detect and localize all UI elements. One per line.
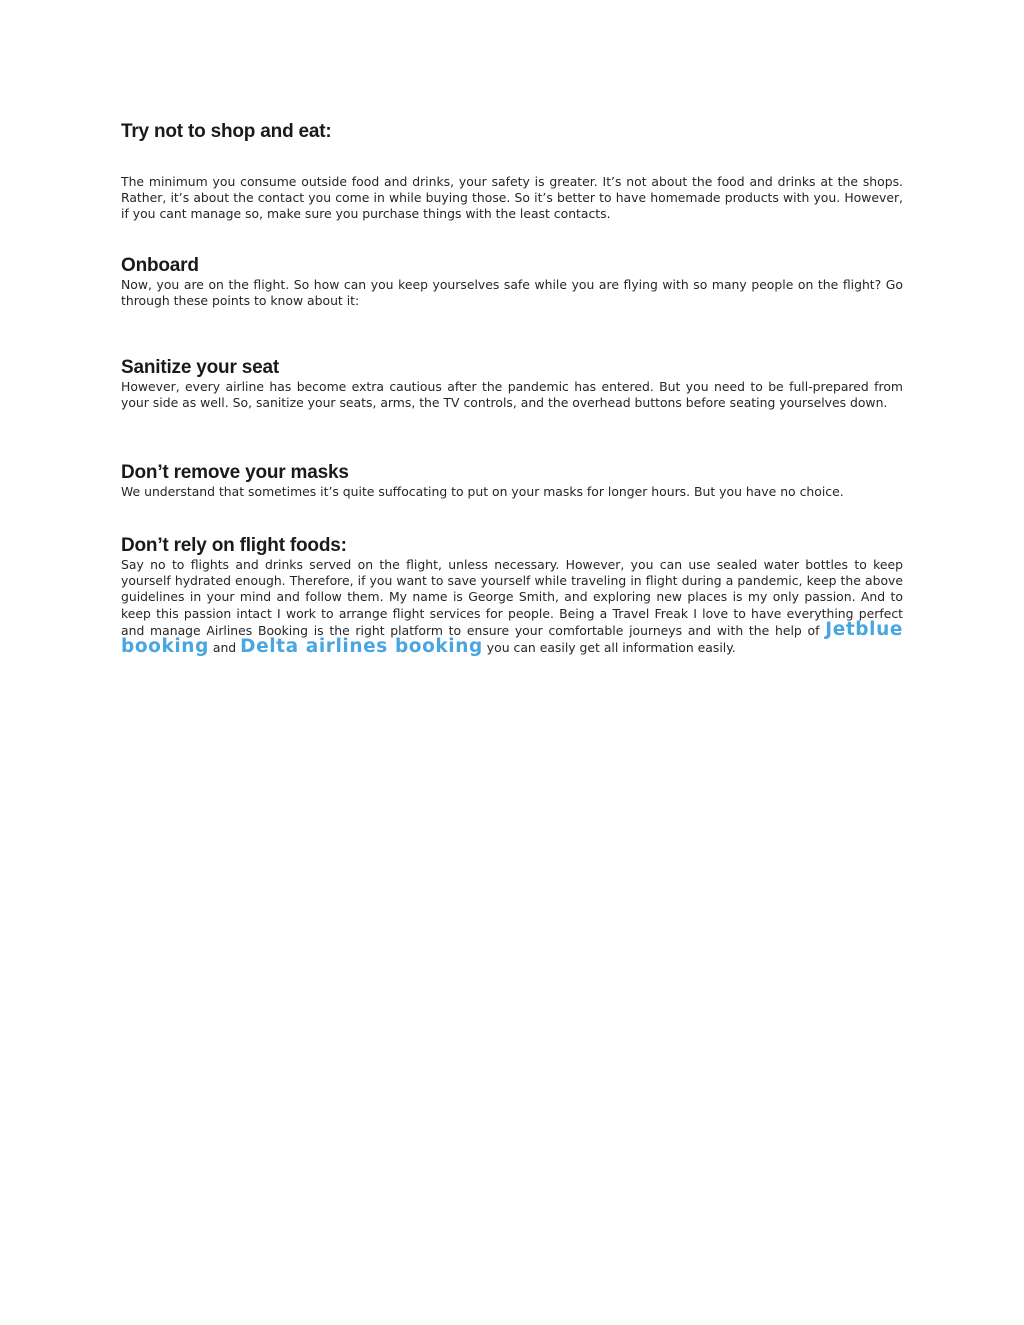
- paragraph-foods-text-start: Say no to flights and drinks served on the flight, unless necessary. However, you can use sealed water bottles to keep yourself hydrated enough. Therefore, if you want to save yourself while traveling in flight during a pandemic, keep the above guidelines in your mind and follow them. My name is George Smith, and exploring new places is my only passion. And to keep this passion intact I work to arrange flight services for people. Being a Travel Freak I love to have everything perfect and manage Airlines Booking is the right platform to ensure your comfortable journeys and with the help of: [121, 557, 903, 638]
- paragraph-shop: The minimum you consume outside food and drinks, your safety is greater. It’s not about the food and drinks at the shops. Rather, it’s about the contact you come in while buying those. So it’s better to have homemade products with you. However, if you cant manage so, make sure you purchase things with the least contacts.: [121, 174, 903, 222]
- heading-onboard: Onboard: [121, 255, 199, 276]
- heading-masks: Don’t remove your masks: [121, 462, 349, 483]
- section-seat: [121, 357, 903, 411]
- section-masks: [121, 462, 903, 500]
- jetblue-booking-link[interactable]: Jetblue booking: [121, 618, 903, 658]
- section-foods: [121, 535, 903, 656]
- heading-seat: Sanitize your seat: [121, 357, 279, 378]
- heading-shop: Try not to shop and eat:: [121, 121, 332, 142]
- delta-airlines-booking-link[interactable]: Delta airlines booking: [240, 636, 483, 658]
- paragraph-seat: However, every airline has become extra cautious after the pandemic has entered. But you need to be full-prepared from your side as well. So, sanitize your seats, arms, the TV controls, and the overhead buttons before seating yourselves down.: [121, 379, 903, 411]
- section-onboard: [121, 255, 903, 309]
- paragraph-foods: [121, 557, 903, 656]
- paragraph-foods-text-middle: and: [208, 640, 241, 656]
- paragraph-masks: We understand that sometimes it’s quite suffocating to put on your masks for longer hours. But you have no choice.: [121, 484, 844, 499]
- paragraph-foods-text-end: you can easily get all information easily.: [482, 640, 736, 656]
- paragraph-onboard: Now, you are on the flight. So how can you keep yourselves safe while you are flying with so many people on the flight? Go through these points to know about it:: [121, 277, 903, 309]
- section-shop: [121, 121, 903, 223]
- heading-foods: Don’t rely on flight foods:: [121, 535, 347, 556]
